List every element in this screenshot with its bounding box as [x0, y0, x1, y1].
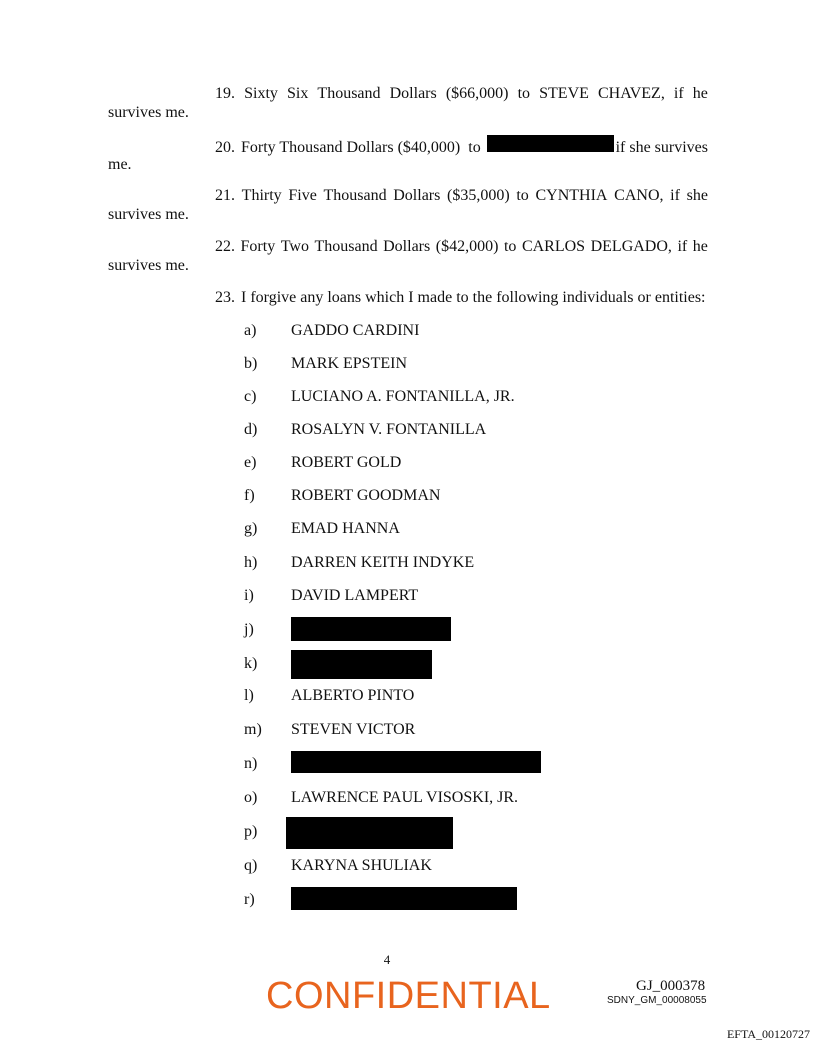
- word: if: [673, 85, 684, 102]
- list-item-label: l): [244, 687, 254, 704]
- paragraph-first-line: [215, 135, 708, 158]
- list-item-label: b): [244, 355, 258, 372]
- paragraph-continuation: survives me.: [108, 104, 189, 121]
- word: if: [677, 238, 688, 255]
- paragraph-text-before: Forty Thousand Dollars ($40,000) to: [241, 139, 481, 156]
- word: to: [516, 187, 529, 204]
- word: ($35,000): [447, 187, 510, 204]
- word: Thousand: [317, 85, 381, 102]
- redaction-box: [291, 751, 541, 773]
- word: Five: [288, 187, 317, 204]
- word: if: [670, 187, 680, 204]
- list-item-label: r): [244, 891, 255, 908]
- list-item-name: KARYNA SHULIAK: [291, 857, 432, 874]
- word: to: [503, 238, 517, 255]
- bates-number-sdny: SDNY_GM_00008055: [607, 995, 707, 1006]
- word: ($42,000): [435, 238, 499, 255]
- list-item-name: STEVEN VICTOR: [291, 721, 416, 738]
- list-item-name: ROBERT GOLD: [291, 454, 402, 471]
- list-item-label: i): [244, 587, 254, 604]
- word: ($66,000): [445, 85, 509, 102]
- redaction-box: [291, 650, 432, 679]
- bates-number-gj: GJ_000378: [636, 978, 706, 994]
- redaction-box: [291, 617, 451, 641]
- word: she: [686, 187, 708, 204]
- word: Dollars: [383, 238, 431, 255]
- list-item-label: a): [244, 322, 257, 339]
- list-item-name: LUCIANO A. FONTANILLA, JR.: [291, 388, 515, 405]
- list-item-name: ROSALYN V. FONTANILLA: [291, 421, 487, 438]
- paragraph-first-line: [215, 84, 708, 104]
- paragraph-continuation: survives me.: [108, 257, 189, 274]
- paragraph-number: 21.: [215, 187, 235, 204]
- paragraph-text: I forgive any loans which I made to the following individuals or entities:: [241, 289, 706, 306]
- list-item-name: GADDO CARDINI: [291, 322, 420, 339]
- list-item-label: q): [244, 857, 258, 874]
- paragraph-first-line: [215, 237, 708, 257]
- page-number: 4: [383, 952, 391, 967]
- paragraph-number: 23.: [215, 289, 235, 306]
- paragraph-continuation: survives me.: [108, 206, 189, 223]
- redaction-box: [286, 817, 453, 849]
- word: Dollars: [389, 85, 437, 102]
- list-item-label: f): [244, 487, 255, 504]
- word: Six: [286, 85, 309, 102]
- list-item-label: c): [244, 388, 257, 405]
- paragraph-number: 19.: [215, 85, 235, 102]
- word: CARLOS: [521, 238, 586, 255]
- word: Sixty: [244, 85, 278, 102]
- list-item-label: m): [244, 721, 262, 738]
- word: to: [517, 85, 531, 102]
- word: he: [692, 238, 708, 255]
- list-item-name: DARREN KEITH INDYKE: [291, 554, 475, 571]
- list-item-name: ROBERT GOODMAN: [291, 487, 441, 504]
- list-item-name: LAWRENCE PAUL VISOSKI, JR.: [291, 789, 519, 806]
- paragraph-continuation: me.: [108, 156, 132, 173]
- paragraph-number: 22.: [215, 238, 235, 255]
- confidential-stamp: CONFIDENTIAL: [266, 975, 551, 1017]
- list-item-label: h): [244, 554, 258, 571]
- paragraph-first-line: [215, 186, 708, 206]
- word: Dollars: [393, 187, 441, 204]
- word: Thousand: [323, 187, 387, 204]
- word: CYNTHIA: [535, 187, 608, 204]
- list-item-name: MARK EPSTEIN: [291, 355, 408, 372]
- word: DELGADO,: [590, 238, 672, 255]
- word: he: [692, 85, 708, 102]
- word: CHAVEZ,: [598, 85, 665, 102]
- redaction-box: [487, 135, 614, 152]
- list-item-label: o): [244, 789, 258, 806]
- word: Forty: [240, 238, 276, 255]
- list-item-name: ALBERTO PINTO: [291, 687, 415, 704]
- list-item-label: e): [244, 454, 257, 471]
- list-item-label: p): [244, 823, 258, 840]
- word: Two: [280, 238, 309, 255]
- efta-number: EFTA_00120727: [726, 1027, 810, 1041]
- word: Thousand: [314, 238, 378, 255]
- list-item-label: j): [244, 621, 254, 638]
- list-item-label: d): [244, 421, 258, 438]
- list-item-label: g): [244, 520, 258, 537]
- word: CANO,: [614, 187, 664, 204]
- paragraph-first-line: [215, 288, 708, 308]
- list-item-name: EMAD HANNA: [291, 520, 400, 537]
- paragraph-text-after: if she survives: [615, 139, 708, 156]
- redaction-box: [291, 887, 517, 910]
- word: STEVE: [539, 85, 589, 102]
- word: Thirty: [241, 187, 282, 204]
- list-item-name: DAVID LAMPERT: [291, 587, 419, 604]
- list-item-label: n): [244, 755, 258, 772]
- paragraph-number: 20.: [215, 139, 235, 156]
- list-item-label: k): [244, 655, 258, 672]
